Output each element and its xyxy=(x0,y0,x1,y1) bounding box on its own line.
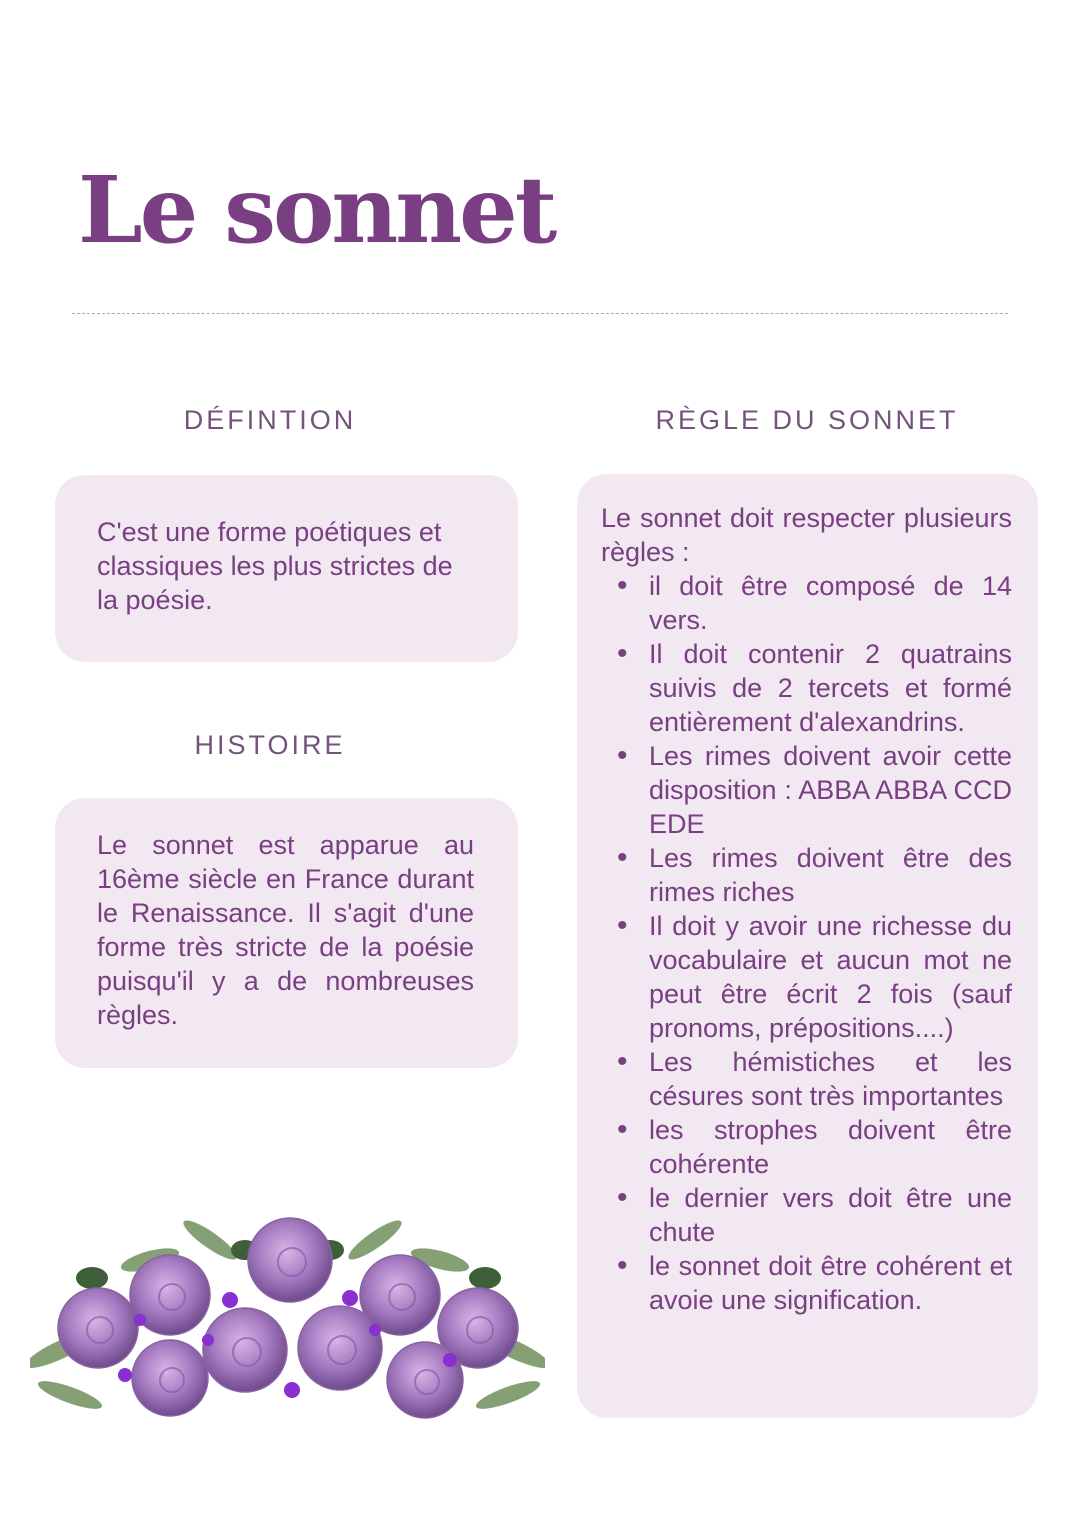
regle-intro: Le sonnet doit respecter plusieurs règles : xyxy=(601,503,1012,567)
definition-text: C'est une forme poétiques et classiques les plus strictes de la poésie. xyxy=(97,517,453,615)
dashed-divider xyxy=(72,313,1008,314)
regle-list xyxy=(601,569,1012,1317)
page-title: Le sonnet xyxy=(78,156,555,264)
regle-item: • les strophes doivent être cohérente xyxy=(601,1113,1012,1181)
histoire-text: Le sonnet est apparue au 16ème siècle en France durant le Renaissance. Il s'agit d'une forme très stricte de la poésie puisqu'il y a de nombreuses règles. xyxy=(97,830,474,1030)
regle-item: • il doit être composé de 14 vers. xyxy=(601,569,1012,637)
regle-item: • Les rimes doivent avoir cette disposition : ABBA ABBA CCD EDE xyxy=(601,739,1012,841)
regle-item: • le dernier vers doit être une chute xyxy=(601,1181,1012,1249)
regle-item: • le sonnet doit être cohérent et avoie une signification. xyxy=(601,1249,1012,1317)
regle-item: • Il doit y avoir une richesse du vocabulaire et aucun mot ne peut être écrit 2 fois (sauf pronoms, prépositions....) xyxy=(601,909,1012,1045)
histoire-heading: HISTOIRE xyxy=(194,730,346,760)
regle-box xyxy=(577,474,1038,1418)
regle-item: • Les rimes doivent être des rimes riches xyxy=(601,841,1012,909)
histoire-box xyxy=(55,798,518,1068)
regle-item: • Les hémistiches et les césures sont très importantes xyxy=(601,1045,1012,1113)
definition-box xyxy=(55,475,518,662)
rose-bouquet-decoration xyxy=(30,1200,545,1428)
definition-heading: DÉFINTION xyxy=(183,405,357,435)
regle-heading: RÈGLE DU SONNET xyxy=(655,405,959,435)
regle-item: • Il doit contenir 2 quatrains suivis de 2 tercets et formé entièrement d'alexandrins. xyxy=(601,637,1012,739)
